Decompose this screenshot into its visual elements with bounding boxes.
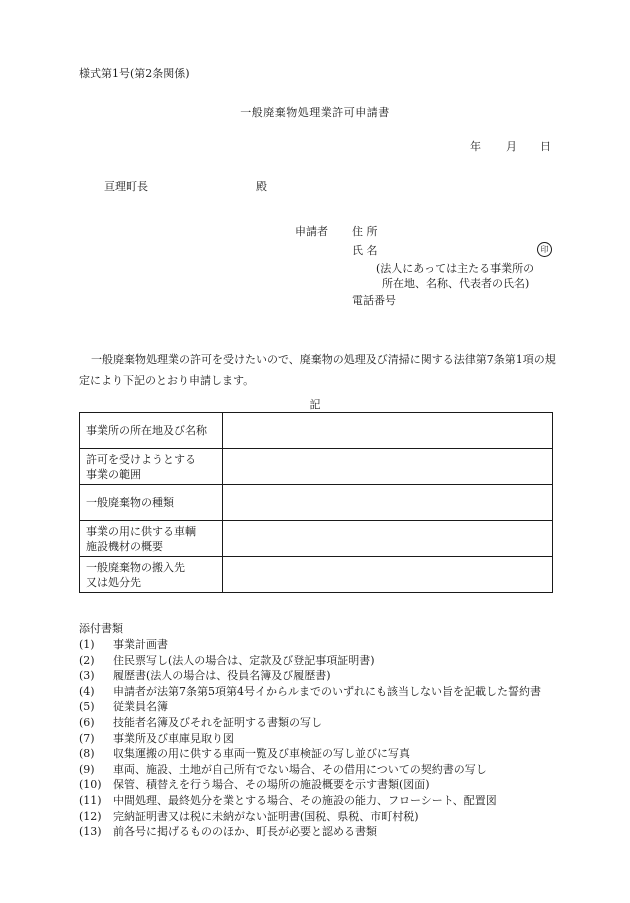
list-item-text: 住民票写し(法人の場合は、定款及び登記事項証明書) <box>113 653 375 667</box>
list-item-number: (13) <box>79 825 102 839</box>
list-item-text: 事業所及び車庫見取り図 <box>113 731 234 745</box>
list-item-text: 収集運搬の用に供する車両一覧及び車検証の写し並びに写真 <box>113 747 410 761</box>
table-row <box>80 521 553 557</box>
list-item <box>79 715 579 731</box>
list-item-text: 前各号に掲げるもののほか、町長が必要と認める書類 <box>113 825 377 839</box>
list-item <box>79 684 579 700</box>
list-item-text: 中間処理、最終処分を業とする場合、その施設の能力、フローシート、配置図 <box>113 793 497 807</box>
table-row-value[interactable] <box>223 413 553 449</box>
table-row-label-line: 事業所の所在地及び名称 <box>86 424 207 437</box>
document-title: 一般廃棄物処理業許可申請書 <box>240 106 390 119</box>
list-item-number: (5) <box>79 700 95 714</box>
table-row-label <box>80 521 223 557</box>
attachments-list <box>79 637 579 840</box>
list-item-number: (10) <box>79 778 102 792</box>
list-item <box>79 777 579 793</box>
table-row-value[interactable] <box>223 521 553 557</box>
list-item-text: 従業員名簿 <box>113 700 168 714</box>
list-item-number: (11) <box>79 793 102 807</box>
seal-mark: 印 <box>537 242 552 257</box>
list-item <box>79 793 579 809</box>
list-item <box>79 668 579 684</box>
table-row <box>80 485 553 521</box>
date-day-label: 日 <box>540 140 551 153</box>
table-row-value[interactable] <box>223 557 553 593</box>
address-label: 住 所 <box>352 225 378 238</box>
form-number: 様式第1号(第2条関係) <box>79 67 190 80</box>
corporate-note-line1: (法人にあっては主たる事業所の <box>376 262 535 275</box>
list-item <box>79 653 579 669</box>
list-item-number: (9) <box>79 762 95 776</box>
list-item <box>79 809 579 825</box>
list-item <box>79 699 579 715</box>
table-row-value[interactable] <box>223 449 553 485</box>
attachments-title: 添付書類 <box>79 622 123 635</box>
list-item-text: 車両、施設、土地が自己所有でない場合、その借用についての契約書の写し <box>113 762 487 776</box>
corporate-note-line2: 所在地、名称、代表者の氏名) <box>382 277 530 290</box>
table-row-label-line: 許可を受けようとする <box>86 452 196 466</box>
list-item <box>79 762 579 778</box>
table-row-label-line: 事業の範囲 <box>86 467 141 481</box>
list-item-number: (3) <box>79 669 95 683</box>
list-item <box>79 746 579 762</box>
addressee-honorific: 殿 <box>256 180 267 193</box>
table-row-label-line: 一般廃棄物の搬入先 <box>86 560 185 574</box>
list-item-number: (8) <box>79 747 95 761</box>
table-row-value[interactable] <box>223 485 553 521</box>
list-item-text: 履歴書(法人の場合は、役員名簿及び履歴書) <box>113 669 331 683</box>
ki-heading: 記 <box>309 398 321 411</box>
list-item-number: (7) <box>79 731 95 745</box>
table-row-label-line: 又は処分先 <box>86 575 141 589</box>
list-item <box>79 731 579 747</box>
table-row <box>80 413 553 449</box>
name-label: 氏 名 <box>352 244 378 257</box>
list-item-text: 保管、積替えを行う場合、その場所の施設概要を示す書類(図面) <box>113 778 430 792</box>
list-item-text: 技能者名簿及びそれを証明する書類の写し <box>113 715 322 729</box>
list-item-number: (6) <box>79 715 95 729</box>
date-year-label: 年 <box>470 140 481 153</box>
table-row-label <box>80 557 223 593</box>
phone-label: 電話番号 <box>352 294 396 307</box>
table-row-label-line: 事業の用に供する車輌 <box>86 524 196 538</box>
table-row-label <box>80 449 223 485</box>
applicant-label: 申請者 <box>295 225 328 238</box>
list-item-text: 申請者が法第7条第5項第4号イからルまでのいずれにも該当しない旨を記載した誓約書 <box>113 684 541 698</box>
table-row-label <box>80 485 223 521</box>
list-item-text: 事業計画書 <box>113 638 168 651</box>
table-row-label <box>80 413 223 449</box>
date-month-label: 月 <box>506 140 517 153</box>
list-item-number: (2) <box>79 653 95 667</box>
list-item <box>79 824 579 840</box>
list-item-number: (4) <box>79 684 95 698</box>
table-row <box>80 557 553 593</box>
addressee-name: 亘理町長 <box>104 180 148 193</box>
list-item-text: 完納証明書又は税に未納がない証明書(国税、県税、市町村税) <box>113 809 419 823</box>
list-item <box>79 637 579 653</box>
list-item-number: (1) <box>79 638 95 651</box>
list-item-number: (12) <box>79 809 102 823</box>
table-row-label-line: 一般廃棄物の種類 <box>86 496 174 509</box>
table-row <box>80 449 553 485</box>
application-statement: 一般廃棄物処理業の許可を受けたいので、廃棄物の処理及び清掃に関する法律第7条第1項の規定により下記のとおり申請します。 <box>79 353 556 387</box>
application-details-table <box>79 412 553 593</box>
table-row-label-line: 施設機材の概要 <box>86 539 163 553</box>
